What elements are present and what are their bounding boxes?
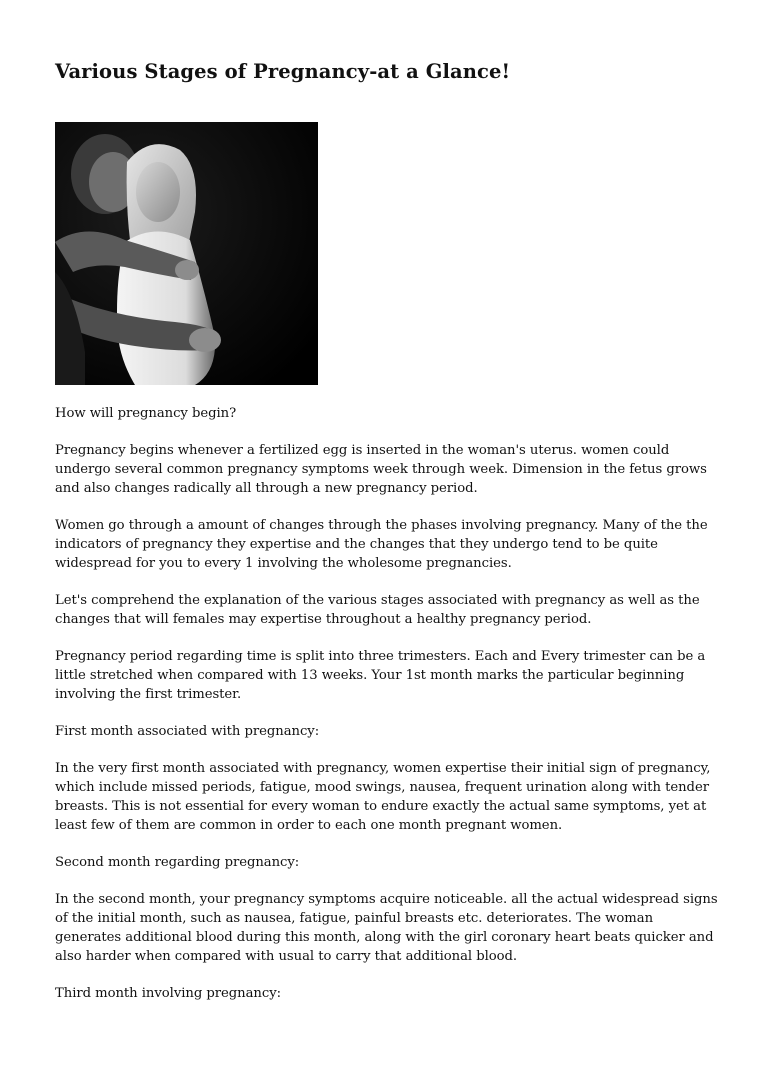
page-title: Various Stages of Pregnancy-at a Glance! [55,60,511,83]
paragraph: Second month regarding pregnancy: [55,855,300,870]
paragraph: Pregnancy period regarding time is split into three trimesters. Each and Every trimester can be a little stretched when compared with 13 weeks. Your 1st month marks the particular beginning involving the first trimester. [55,649,706,702]
paragraph: Third month involving pregnancy: [55,986,282,1001]
paragraph: In the very first month associated with pregnancy, women expertise their initial sign of pregnancy, which include missed periods, fatigue, mood swings, nausea, frequent urination along with tender breasts. This is not essential for every woman to endure exactly the actual same symptoms, yet at least few of them are common in order to each one month pregnant women. [55,761,711,833]
paragraph: Let's comprehend the explanation of the various stages associated with pregnancy as well as the changes that will females may expertise throughout a healthy pregnancy period. [55,593,700,627]
paragraph: How will pregnancy begin? [55,406,237,421]
paragraph: Women go through a amount of changes through the phases involving pregnancy. Many of the the indicators of pregnancy they expertise and the changes that they undergo tend to be quite widespread for you to every 1 involving the wholesome pregnancies. [55,518,708,571]
couple-photo [55,122,318,385]
paragraph: First month associated with pregnancy: [55,724,320,739]
paragraph: In the second month, your pregnancy symptoms acquire noticeable. all the actual widespread signs of the initial month, such as nausea, fatigue, painful breasts etc. deteriorates. The woman generates additional blood during this month, along with the girl coronary heart beats quicker and also harder when compared with usual to carry that additional blood. [55,892,718,964]
article-body [55,404,719,1021]
paragraph: Pregnancy begins whenever a fertilized egg is inserted in the woman's uterus. women could undergo several common pregnancy symptoms week through week. Dimension in the fetus grows and also changes radically all through a new pregnancy period. [55,443,707,496]
